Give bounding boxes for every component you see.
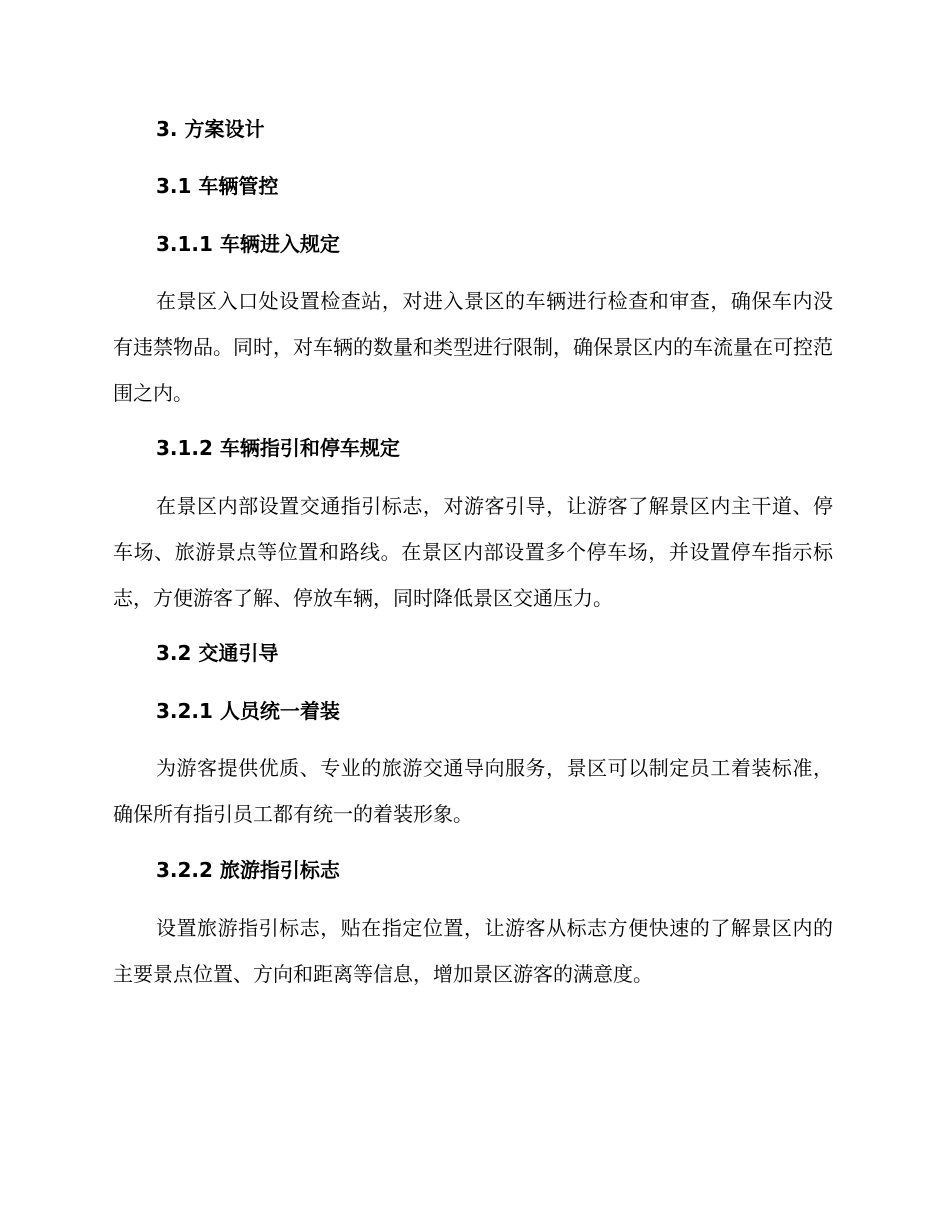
paragraph-3-1-2: 在景区内部设置交通指引标志，对游客引导，让游客了解景区内主干道、停车场、旅游景点等位置和路线。在景区内部设置多个停车场，并设置停车指示标志，方便游客了解、停放车辆，同时降低景区交通压力。 — [113, 494, 833, 610]
heading-3: 3. 方案设计 — [156, 117, 265, 141]
heading-3-1: 3.1 车辆管控 — [156, 174, 279, 198]
heading-3-2-2: 3.2.2 旅游指引标志 — [156, 858, 340, 882]
heading-3-2-1: 3.2.1 人员统一着装 — [156, 699, 340, 723]
heading-3-1-1: 3.1.1 车辆进入规定 — [156, 232, 340, 256]
paragraph-3-2-2: 设置旅游指引标志，贴在指定位置，让游客从标志方便快速的了解景区内的主要景点位置、方向和距离等信息，增加景区游客的满意度。 — [113, 916, 833, 986]
paragraph-3-2-1: 为游客提供优质、专业的旅游交通导向服务，景区可以制定员工着装标准，确保所有指引员工都有统一的着装形象。 — [113, 756, 833, 826]
heading-3-2: 3.2 交通引导 — [156, 641, 279, 665]
heading-3-1-2: 3.1.2 车辆指引和停车规定 — [156, 436, 400, 460]
paragraph-3-1-1: 在景区入口处设置检查站，对进入景区的车辆进行检查和审查，确保车内没有违禁物品。同时，对车辆的数量和类型进行限制，确保景区内的车流量在可控范围之内。 — [113, 289, 833, 405]
